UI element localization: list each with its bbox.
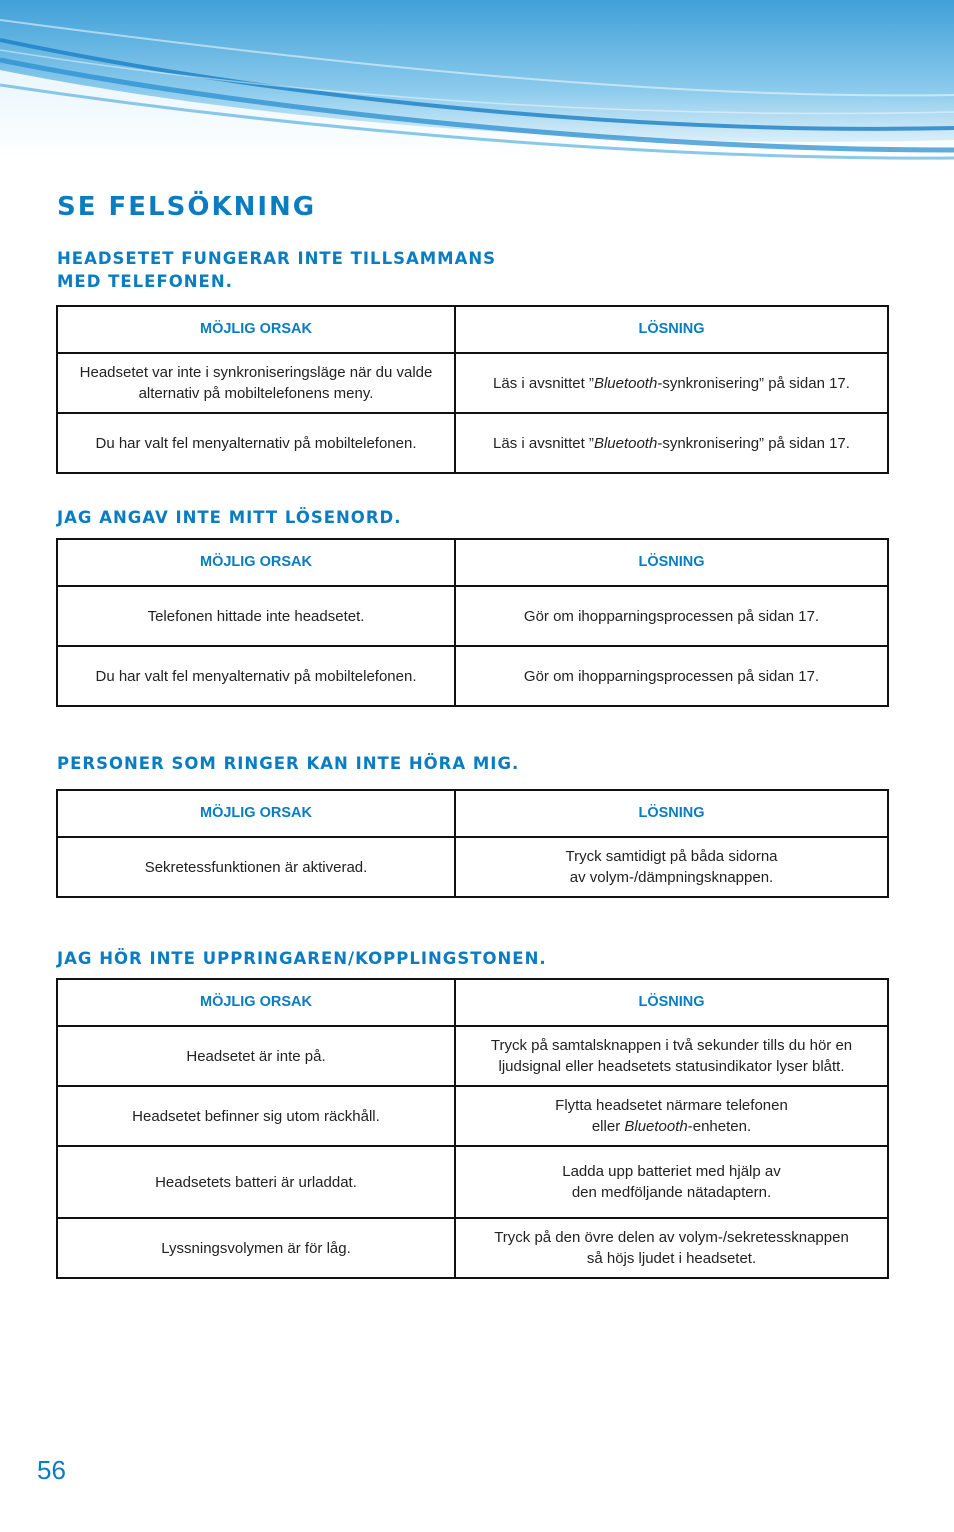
table-row xyxy=(57,1146,888,1218)
solution-line-2-pre: eller xyxy=(591,1118,625,1135)
column-header-solution: LÖSNING xyxy=(455,539,888,586)
column-header-solution: LÖSNING xyxy=(455,306,888,353)
solution-text-emphasis: Bluetooth xyxy=(593,374,658,392)
section-heading-1-line2: MED TELEFONEN. xyxy=(57,272,233,291)
header-banner xyxy=(0,0,954,165)
solution-line-1: Tryck på den övre delen av volym-/sekretessknappen xyxy=(494,1229,849,1246)
solution-cell xyxy=(455,1218,888,1278)
solution-text-emphasis: Bluetooth xyxy=(593,434,658,452)
solution-line-2-post: -enheten. xyxy=(687,1118,752,1135)
column-header-cause: MÖJLIG ORSAK xyxy=(57,790,455,837)
section-heading-1-line1: HEADSETET FUNGERAR INTE TILLSAMMANS xyxy=(57,249,497,268)
cause-cell: Headsetet var inte i synkroniseringsläge när du valde alternativ på mobiltelefonens meny. xyxy=(57,353,455,413)
solution-text-post: -synkronisering” på sidan 17. xyxy=(657,374,850,392)
table-row xyxy=(57,646,888,706)
table-row xyxy=(57,1086,888,1146)
table-row xyxy=(57,586,888,646)
column-header-cause: MÖJLIG ORSAK xyxy=(57,539,455,586)
solution-text-pre: Läs i avsnittet ” xyxy=(493,434,594,452)
table-row xyxy=(57,1026,888,1086)
troubleshoot-table-4 xyxy=(56,978,889,1279)
column-header-cause: MÖJLIG ORSAK xyxy=(57,306,455,353)
solution-cell xyxy=(455,1146,888,1218)
column-header-solution: LÖSNING xyxy=(455,790,888,837)
table-row xyxy=(57,837,888,897)
solution-cell xyxy=(455,413,888,473)
section-heading-4: JAG HÖR INTE UPPRINGAREN/KOPPLINGSTONEN. xyxy=(57,949,547,968)
section-heading-2: JAG ANGAV INTE MITT LÖSENORD. xyxy=(57,508,402,527)
solution-cell xyxy=(455,353,888,413)
solution-cell xyxy=(455,837,888,897)
cause-cell: Headsetets batteri är urladdat. xyxy=(57,1146,455,1218)
table-row xyxy=(57,353,888,413)
cause-cell: Headsetet befinner sig utom räckhåll. xyxy=(57,1086,455,1146)
table-header-row xyxy=(57,979,888,1026)
table-header-row xyxy=(57,790,888,837)
solution-line-1: Tryck på samtalsknappen i två sekunder tills du hör en xyxy=(490,1037,853,1054)
solution-text-pre: Läs i avsnittet ” xyxy=(493,374,594,392)
solution-cell xyxy=(455,1086,888,1146)
solution-text-post: -synkronisering” på sidan 17. xyxy=(657,434,850,452)
troubleshoot-table-3 xyxy=(56,789,889,898)
troubleshoot-table-2 xyxy=(56,538,889,707)
table-header-row xyxy=(57,539,888,586)
solution-cell xyxy=(455,1026,888,1086)
cause-cell: Du har valt fel menyalternativ på mobiltelefonen. xyxy=(57,413,455,473)
solution-line-2: ljudsignal eller headsetets statusindikator lyser blått. xyxy=(498,1058,845,1075)
section-heading-1 xyxy=(57,247,817,293)
solution-cell: Gör om ihopparningsprocessen på sidan 17. xyxy=(455,586,888,646)
cause-cell: Lyssningsvolymen är för låg. xyxy=(57,1218,455,1278)
cause-cell: Sekretessfunktionen är aktiverad. xyxy=(57,837,455,897)
table-row xyxy=(57,413,888,473)
column-header-cause: MÖJLIG ORSAK xyxy=(57,979,455,1026)
table-row xyxy=(57,1218,888,1278)
solution-line-2: av volym-/dämpningsknappen. xyxy=(569,869,774,886)
page-number: 56 xyxy=(37,1455,66,1485)
section-heading-3: PERSONER SOM RINGER KAN INTE HÖRA MIG. xyxy=(57,754,520,773)
troubleshoot-table-1 xyxy=(56,305,889,474)
solution-line-2-emphasis: Bluetooth xyxy=(624,1118,688,1135)
solution-line-1: Ladda upp batteriet med hjälp av xyxy=(562,1163,781,1180)
cause-cell: Du har valt fel menyalternativ på mobiltelefonen. xyxy=(57,646,455,706)
solution-cell: Gör om ihopparningsprocessen på sidan 17. xyxy=(455,646,888,706)
solution-line-2: den medföljande nätadaptern. xyxy=(571,1184,772,1201)
cause-cell: Headsetet är inte på. xyxy=(57,1026,455,1086)
table-header-row xyxy=(57,306,888,353)
cause-cell: Telefonen hittade inte headsetet. xyxy=(57,586,455,646)
solution-line-1: Tryck samtidigt på båda sidorna xyxy=(565,848,778,865)
solution-line-2: så höjs ljudet i headsetet. xyxy=(586,1250,757,1267)
solution-line-1: Flytta headsetet närmare telefonen xyxy=(555,1097,788,1114)
page-title: SE FELSÖKNING xyxy=(57,192,317,222)
column-header-solution: LÖSNING xyxy=(455,979,888,1026)
